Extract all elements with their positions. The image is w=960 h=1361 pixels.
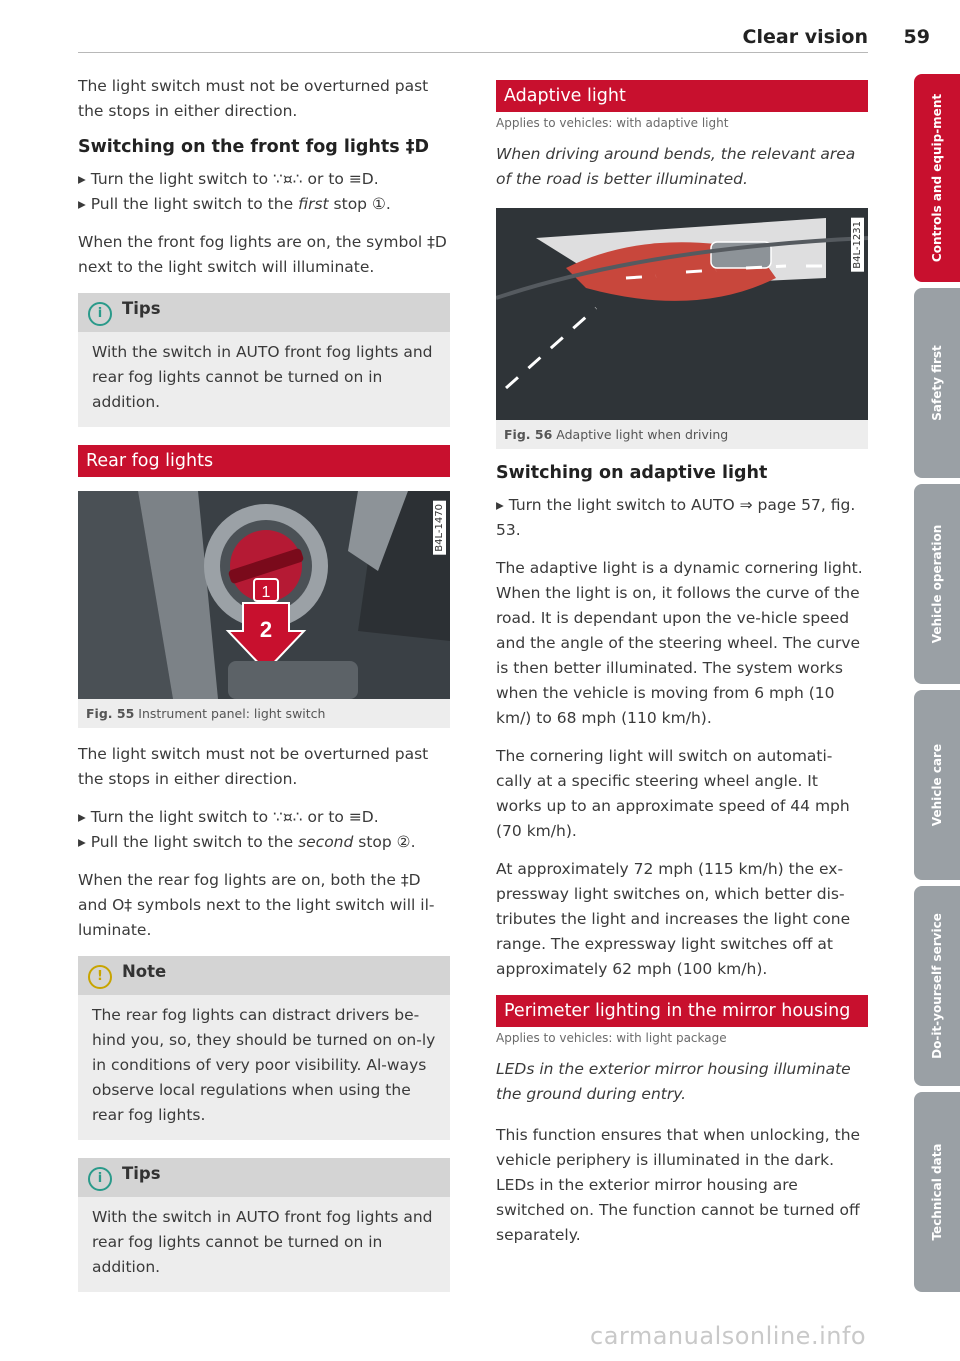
rear-fog-result: When the rear fog lights are on, both the ‡D and O‡ symbols next to the light switch will il-luminate.	[78, 871, 435, 939]
figure-55-id: B4L-1470	[433, 501, 446, 555]
light-switch-illustration	[78, 491, 450, 699]
tab-controls[interactable]: Controls and equip-ment	[914, 74, 960, 282]
tab-technical-data[interactable]: Technical data	[914, 1092, 960, 1292]
note-box	[78, 956, 450, 1140]
adaptive-applies: Applies to vehicles: with adaptive light	[496, 116, 729, 130]
rear-fog-steps	[78, 805, 450, 855]
perimeter-applies: Applies to vehicles: with light package	[496, 1031, 727, 1045]
watermark: carmanualsonline.info	[590, 1322, 867, 1350]
right-column	[496, 74, 868, 1261]
svg-text:2: 2	[259, 617, 273, 642]
front-fog-steps	[78, 167, 450, 217]
intro-text: The light switch must not be overturned past the stops in either direction.	[78, 77, 429, 120]
adaptive-light-heading: Adaptive light	[496, 80, 868, 112]
adaptive-lead: When driving around bends, the relevant area of the road is better illuminated.	[496, 145, 856, 188]
figure-56-image	[496, 208, 868, 420]
page-number: 59	[903, 26, 930, 48]
perimeter-heading: Perimeter lighting in the mirror housing	[496, 995, 868, 1027]
rear-intro-text: The light switch must not be overturned past the stops in either direction.	[78, 745, 429, 788]
svg-text:1: 1	[261, 584, 271, 601]
switching-step: ▸ Turn the light switch to AUTO ⇒ page 57, fig. 53.	[496, 496, 856, 539]
front-step-2: ▸ Pull the light switch to the first stop ①.	[78, 195, 391, 213]
adaptive-paragraph-3: At approximately 72 mph (115 km/h) the ex-pressway light switches on, which better dis-tributes the light and increases the light cone range. The expressway light switches off at approximately 62 mph (100 km/h).	[496, 860, 851, 978]
figure-56-id: B4L-1231	[851, 218, 864, 272]
front-step-1: ▸ Turn the light switch to ∵¤∴ or to ≡D.	[78, 170, 379, 188]
adaptive-light-illustration	[496, 208, 868, 420]
tab-safety[interactable]: Safety first	[914, 288, 960, 478]
note-box-header: ! Note	[78, 956, 450, 995]
figure-55-image	[78, 491, 450, 699]
tab-vehicle-operation[interactable]: Vehicle operation	[914, 484, 960, 684]
switching-adaptive-heading: Switching on adaptive light	[496, 463, 768, 483]
tips-box-2-text: With the switch in AUTO front fog lights and rear fog lights cannot be turned on in addition.	[92, 1208, 433, 1276]
tips-box-2	[78, 1158, 450, 1292]
tab-diy-service[interactable]: Do-it-yourself service	[914, 886, 960, 1086]
rear-step-2: ▸ Pull the light switch to the second stop ②.	[78, 833, 416, 851]
tips-box-1-text: With the switch in AUTO front fog lights and rear fog lights cannot be turned on in addition.	[92, 343, 433, 411]
note-box-text: The rear fog lights can distract drivers be-hind you, so, they should be turned on on-ly in conditions of very poor visibility. Al-ways observe local regulations when using the rear fog lights.	[92, 1006, 436, 1124]
figure-55-caption: Fig. 55 Instrument panel: light switch	[78, 699, 450, 728]
perimeter-lead: LEDs in the exterior mirror housing illuminate the ground during entry.	[496, 1060, 851, 1103]
chapter-tabs	[914, 74, 960, 1298]
front-fog-heading: Switching on the front fog lights ‡D	[78, 137, 429, 157]
tips-box-2-header: i Tips	[78, 1158, 450, 1197]
info-icon: i	[88, 302, 112, 326]
adaptive-paragraph-1: The adaptive light is a dynamic cornering light. When the light is on, it follows the curve of the road. It is dependant upon the ve-hicle speed and the angle of the steering wheel. The curve is then better illuminated. The system works when the vehicle is moving from 6 mph (10 km/) to 68 mph (110 km/h).	[496, 559, 863, 727]
rear-fog-heading: Rear fog lights	[78, 445, 450, 477]
figure-56-caption: Fig. 56 Adaptive light when driving	[496, 420, 868, 449]
left-column	[78, 74, 450, 1310]
header-rule	[78, 52, 868, 53]
perimeter-text: This function ensures that when unlocking, the vehicle periphery is illuminated in the dark. LEDs in the exterior mirror housing are switched on. The function cannot be turned off separately.	[496, 1126, 861, 1244]
note-icon: !	[88, 965, 112, 989]
tab-vehicle-care[interactable]: Vehicle care	[914, 690, 960, 880]
info-icon: i	[88, 1167, 112, 1191]
running-head: Clear vision	[742, 26, 868, 48]
tips-box-1-header: i Tips	[78, 293, 450, 332]
tips-box-1	[78, 293, 450, 427]
adaptive-paragraph-2: The cornering light will switch on automati-cally at a specific steering wheel angle. It works up to an approximate speed of 44 mph (70 km/h).	[496, 747, 850, 840]
front-fog-result: When the front fog lights are on, the symbol ‡D next to the light switch will illuminate.	[78, 233, 447, 276]
rear-step-1: ▸ Turn the light switch to ∵¤∴ or to ≡D.	[78, 808, 379, 826]
